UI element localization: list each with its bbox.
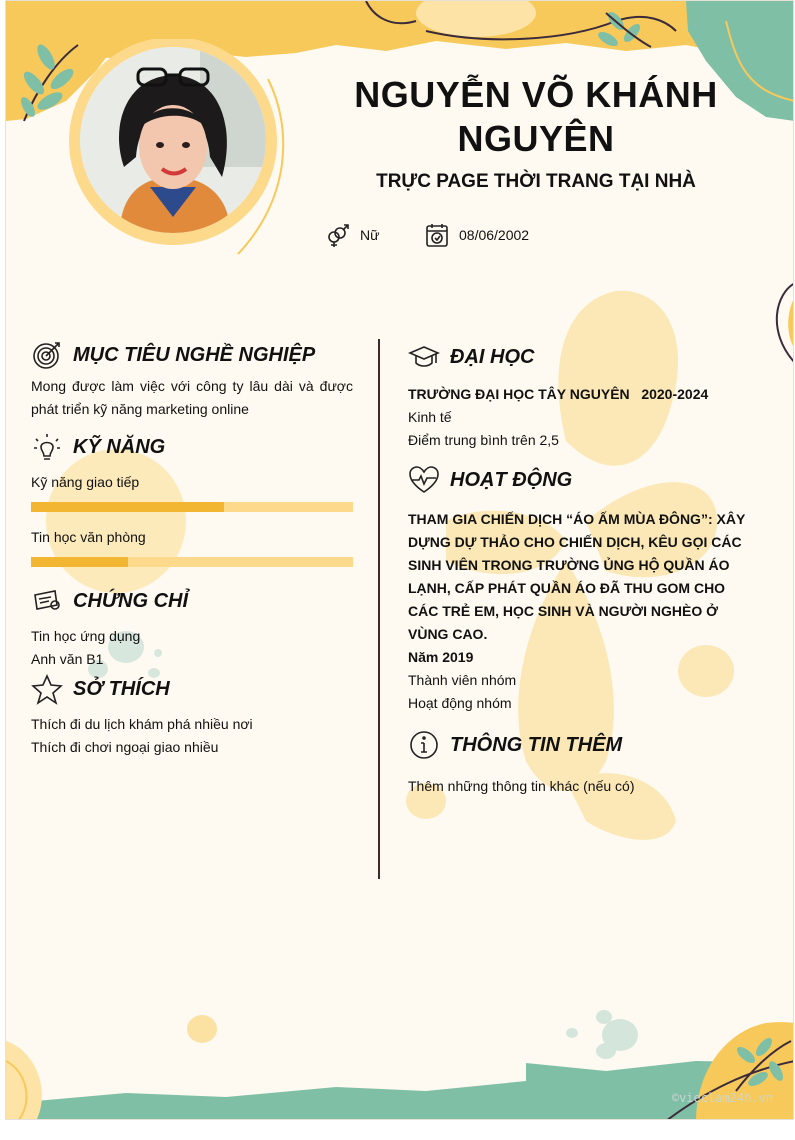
lightbulb-icon (31, 431, 63, 463)
skill-bar-fill (31, 502, 224, 512)
additional-info-header (408, 729, 753, 761)
skill-label: Tin học văn phòng (31, 529, 146, 545)
avatar (80, 47, 266, 233)
gender-info (324, 221, 379, 249)
additional-info-title: THÔNG TIN THÊM (450, 733, 623, 756)
certificate-item: Anh văn B1 (31, 651, 104, 667)
certificate-item: Tin học ứng dụng (31, 628, 141, 644)
skill-bar-fill (31, 557, 128, 567)
star-icon (31, 673, 63, 705)
watermark: ©vieclam24h.vn (671, 1091, 773, 1105)
gender-value: Nữ (360, 227, 380, 243)
certificates-title: CHỨNG CHỈ (73, 589, 189, 612)
skill-bar (31, 557, 353, 567)
right-column (408, 341, 753, 798)
job-title: TRỰC PAGE THỜI TRANG TẠI NHÀ (376, 171, 696, 192)
skill-bar (31, 502, 353, 512)
hobbies-title: SỞ THÍCH (73, 677, 170, 700)
birthday-value: 08/06/2002 (459, 227, 530, 243)
certificates-header (31, 585, 353, 617)
objective-title: MỤC TIÊU NGHỀ NGHIỆP (73, 343, 316, 366)
column-divider (378, 339, 380, 879)
education-gpa: Điểm trung bình trên 2,5 (408, 432, 559, 448)
objective-text: Mong được làm việc với công ty lâu dài và được phát triển kỹ năng marketing online (31, 378, 353, 417)
hobby-item: Thích đi du lịch khám phá nhiều nơi (31, 716, 253, 732)
activity-role: Thành viên nhóm (408, 672, 517, 688)
education-title: ĐẠI HỌC (450, 345, 535, 368)
education-header (408, 341, 753, 373)
left-column (31, 339, 353, 759)
activity-description: THAM GIA CHIẾN DỊCH “ÁO ẤM MÙA ĐÔNG”: XÂY DỰNG DỰ THẢO CHO CHIẾN DỊCH, KÊU GỌI CÁC SINH VIÊN TRONG TRƯỜNG ỦNG HỘ QUẦN ÁO LẠNH, CẤP PHÁT QUẦN ÁO ĐÃ THU GOM CHO CÁC TRẺ EM, HỌC SINH VÀ NGƯỜI NGHÈO Ở VÙNG CAO. (408, 511, 746, 642)
skill-label: Kỹ năng giao tiếp (31, 474, 140, 490)
birthday-info (425, 221, 529, 249)
hobbies-header (31, 673, 353, 705)
target-icon (31, 339, 63, 371)
school-name: TRƯỜNG ĐẠI HỌC TÂY NGUYÊN (408, 386, 630, 402)
certificate-icon (31, 585, 63, 617)
activity-year: Năm 2019 (408, 649, 474, 665)
skills-header (31, 431, 353, 463)
activities-title: HOẠT ĐỘNG (450, 468, 573, 491)
objective-header (31, 339, 353, 371)
heartbeat-icon (408, 464, 440, 496)
gender-icon (324, 222, 350, 248)
candidate-name: NGUYỄN VÕ KHÁNH NGUYÊN (354, 74, 718, 159)
skills-title: KỸ NĂNG (73, 435, 166, 458)
hobby-item: Thích đi chơi ngoại giao nhiều (31, 739, 219, 755)
additional-info-text: Thêm những thông tin khác (nếu có) (408, 778, 635, 794)
graduation-cap-icon (408, 341, 440, 373)
profile-photo-frame (68, 39, 290, 261)
activities-header (408, 464, 753, 496)
school-line (408, 383, 753, 406)
info-icon (408, 729, 440, 761)
calendar-icon (425, 222, 449, 248)
activity-type: Hoạt động nhóm (408, 695, 512, 711)
school-years: 2020-2024 (641, 386, 709, 402)
education-major: Kinh tế (408, 409, 452, 425)
cv-page (5, 0, 794, 1120)
